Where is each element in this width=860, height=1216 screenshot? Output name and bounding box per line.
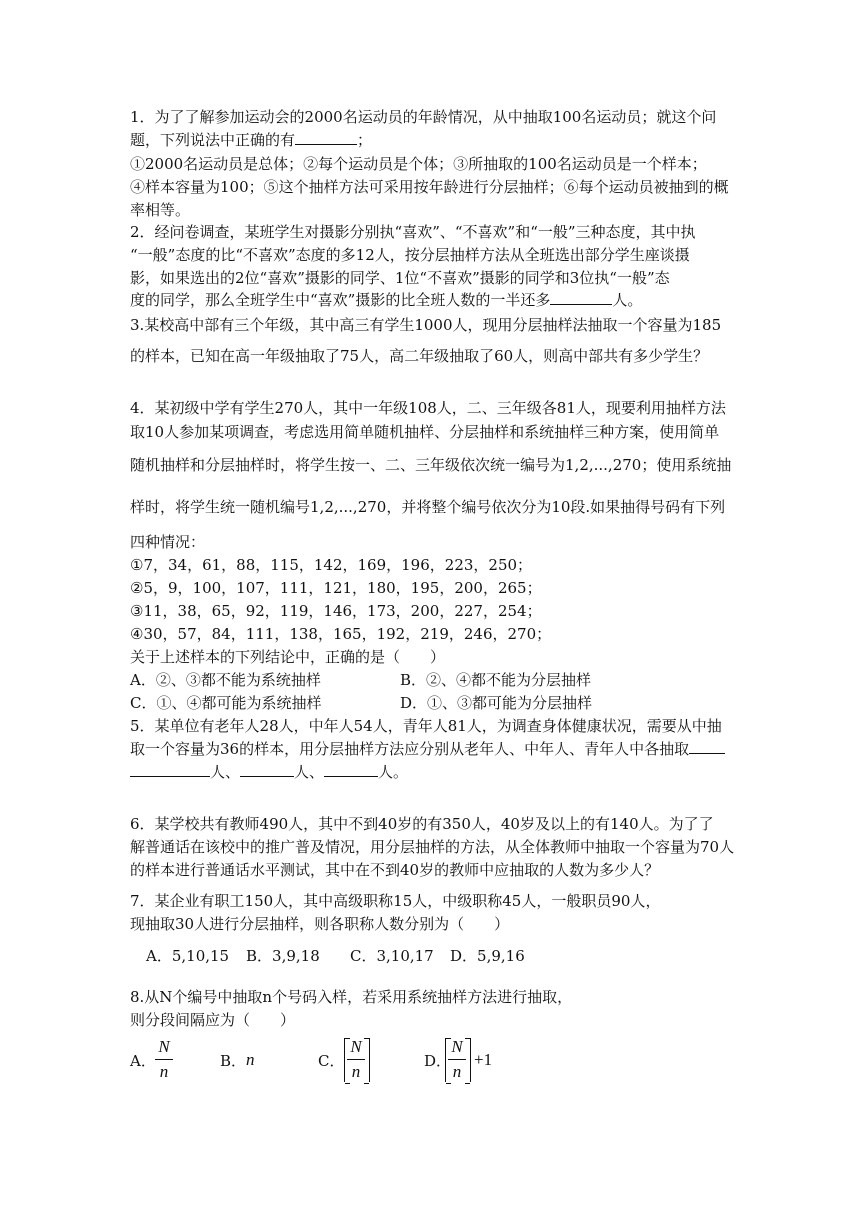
q4-line-4: 样时，将学生统一随机编号1,2,...,270，并将整个编号依次分为10段.如果抽得号码有下列: [130, 498, 726, 516]
q7-option-c: C．3,10,17: [350, 947, 434, 965]
q8-label-a: A．: [130, 1052, 156, 1070]
q8-option-d-plus-one: +1: [474, 1050, 493, 1069]
q2-line-4-text: 度的同学，那么全班学生中“喜欢”摄影的比全班人数的一半还多: [130, 291, 551, 309]
q8-line-1: 8.从N个编号中抽取n个号码入样，若采用系统抽样方法进行抽取，: [130, 988, 573, 1006]
q1-line-3: ①2000名运动员是总体；②每个运动员是个体；③所抽取的100名运动员是一个样本；: [130, 155, 707, 173]
q5-line-1: 5．某单位有老年人28人，中年人54人，青年人81人，为调查身体健康状况，需要从中抽: [130, 717, 722, 735]
q5-unit-3: 人。: [378, 763, 409, 781]
q5-unit-2: 人、: [294, 763, 325, 781]
q2-line-2: “一般”态度的比“不喜欢”态度的多12人，按分层抽样方法从全班选出部分学生座谈摄: [130, 246, 690, 264]
q4-line-1: 4．某初级中学有学生270人，其中一年级108人，二、三年级各81人，现要利用抽样方法: [130, 399, 726, 417]
q5-line-2: [130, 739, 725, 759]
q4-option-a: A．②、③都不能为系统抽样: [130, 671, 321, 689]
q4-line-5: 四种情况：: [130, 533, 206, 551]
numerator: N: [158, 1037, 170, 1056]
q8-label-b: B．: [220, 1052, 247, 1070]
answer-blank[interactable]: [130, 762, 210, 777]
q8-option-d-fraction: [448, 1037, 466, 1082]
q4-sample-4: ④30，57，84，111，138，165，192，219，246，270；: [130, 625, 552, 643]
answer-blank[interactable]: [689, 739, 725, 754]
q6-line-2: 解普通话在该校中的推广普及情况，用分层抽样的方法，从全体教师中抽取一个容量为70人: [130, 838, 735, 856]
q1-line-2: [130, 130, 372, 150]
q4-option-c: C．①、④都可能为系统抽样: [130, 694, 322, 712]
q1-line-2-text: 题，下列说法中正确的有: [130, 131, 296, 149]
q2-line-4: [130, 290, 642, 310]
q7-option-b: B．3,9,18: [246, 947, 320, 965]
q5-unit-1: 人、: [210, 763, 241, 781]
q4-sample-1: ①7，34，61，88，115，142，169，196，223，250；: [130, 556, 533, 574]
q8-option-b: n: [246, 1050, 255, 1069]
denominator: n: [452, 1062, 462, 1081]
q1-line-4: ④样本容量为100；⑤这个抽样方法可采用按年龄进行分层抽样；⑥每个运动员被抽到的概: [130, 178, 729, 196]
q4-question: 关于上述样本的下列结论中，正确的是（ ）: [130, 648, 446, 666]
q1-line-2-end: ；: [357, 131, 373, 149]
answer-blank[interactable]: [550, 290, 612, 305]
q4-line-3: 随机抽样和分层抽样时，将学生按一、二、三年级依次统一编号为1,2,...,270；使用系统抽: [130, 456, 732, 474]
q7-line-1: 7．某企业有职工150人，其中高级职称15人，中级职称45人，一般职员90人，: [130, 892, 661, 910]
q1-line-5: 率相等。: [130, 201, 191, 219]
q2-line-1: 2．经问卷调查，某班学生对摄影分别执“喜欢”、“不喜欢”和“一般”三种态度，其中执: [130, 223, 696, 241]
q4-line-2: 取10人参加某项调查，考虑选用简单随机抽样、分层抽样和系统抽样三种方案，使用简单: [130, 423, 720, 441]
q4-option-d: D．①、③都可能为分层抽样: [400, 694, 593, 712]
numerator: N: [350, 1037, 362, 1056]
fraction-bar: [155, 1059, 173, 1060]
answer-blank[interactable]: [295, 130, 357, 145]
q4-sample-2: ②5，9，100，107，111，121，180，195，200，265；: [130, 579, 542, 597]
denominator: n: [159, 1062, 169, 1081]
q5-line-3: [130, 762, 408, 782]
denominator: n: [351, 1062, 361, 1081]
q7-line-2: 现抽取30人进行分层抽样，则各职称人数分别为（ ）: [130, 915, 510, 933]
q3-line-1: 3.某校高中部有三个年级，其中高三有学生1000人，现用分层抽样法抽取一个容量为185: [130, 316, 722, 334]
q2-line-3: 影，如果选出的2位“喜欢”摄影的同学、1位“不喜欢”摄影的同学和3位执“一般”态: [130, 269, 670, 287]
q7-option-d: D．5,9,16: [450, 947, 525, 965]
fraction-bar: [448, 1059, 466, 1060]
q8-label-c: C．: [318, 1052, 345, 1070]
q8-option-a-fraction: [155, 1037, 173, 1082]
q1-line-1: 1．为了了解参加运动会的2000名运动员的年龄情况，从中抽取100名运动员；就这个问: [130, 108, 717, 126]
numerator: N: [451, 1037, 463, 1056]
q7-option-a: A．5,10,15: [146, 947, 230, 965]
answer-blank[interactable]: [240, 762, 294, 777]
q8-label-d: D．: [424, 1052, 452, 1070]
q8-option-c-fraction: [347, 1037, 365, 1082]
q8-line-2: 则分段间隔应为（ ）: [130, 1011, 296, 1029]
q4-sample-3: ③11，38，65，92，119，146，173，200，227，254；: [130, 602, 542, 620]
q4-option-b: B．②、④都不能为分层抽样: [400, 671, 592, 689]
q2-line-4-end: 人。: [612, 291, 643, 309]
q6-line-1: 6．某学校共有教师490人，其中不到40岁的有350人，40岁及以上的有140人。为了了: [130, 815, 714, 833]
fraction-bar: [347, 1059, 365, 1060]
q6-line-3: 的样本进行普通话水平测试，其中在不到40岁的教师中应抽取的人数为多少人？: [130, 861, 660, 879]
q5-line-2-text: 取一个容量为36的样本，用分层抽样方法应分别从老年人、中年人、青年人中各抽取: [130, 740, 690, 758]
q3-line-2: 的样本，已知在高一年级抽取了75人，高二年级抽取了60人，则高中部共有多少学生？: [130, 347, 709, 365]
answer-blank[interactable]: [324, 762, 378, 777]
